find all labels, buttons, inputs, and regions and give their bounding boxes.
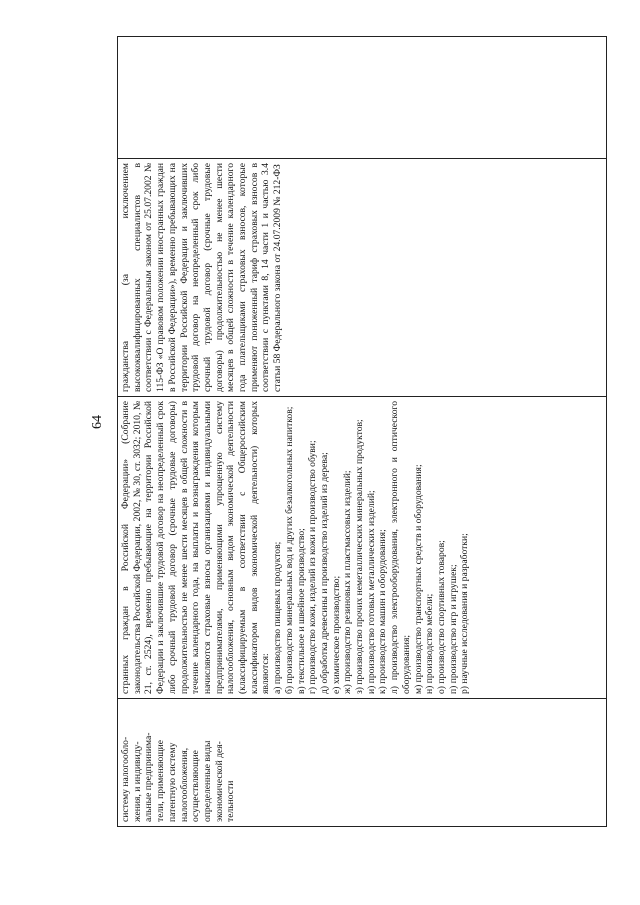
contribution-payers-text: гражданства (за исключением высококвалифицированных специалистов в соответствии с Федеральным законом от 25.07.2002 № 115-ФЗ «О правовом положении иностранных граждан в Российской Федерации»), временно пребывающих на территории Российской Федерации и заключивших трудовой договор на неопределенный срок либо срочный трудовой договор (срочные трудовые договоры) продолжительностью не менее шести месяцев в общей сложности в течение календарного года плательщиками страховых взносов, которые применяют пониженный тариф страховых взносов в соответствии с пунктами 8, 14 части 1 и частью 3.4 статьи 58 Федерального закона от 24.07.2009 № 212-ФЗ — [120, 163, 284, 392]
activity-list-item: к) производство машин и оборудования; — [377, 529, 389, 694]
payer-category-line: тели, применяющие — [155, 739, 167, 822]
payer-category-line: определенные виды — [201, 740, 213, 822]
activity-list-item: о) производство спортивных товаров; — [435, 540, 447, 694]
payer-category-line: налогообложения, — [178, 747, 190, 822]
activity-list-item: а) производство пищевых продуктов; — [272, 541, 284, 694]
payer-category-line: тельности — [225, 780, 237, 822]
activity-list-item: ж) производство резиновых и пластмассовых изделий; — [342, 470, 354, 694]
activity-list-item: г) производство кожи, изделий из кожи и производство обуви; — [307, 440, 319, 694]
cell-empty — [118, 37, 607, 159]
activity-list-item: б) производство минеральных вод и других безалкогольных напитков; — [283, 406, 295, 694]
activity-list-item: н) производство мебели; — [424, 593, 436, 694]
activity-list-item: з) производство прочих неметаллических минеральных продуктов; — [354, 419, 366, 694]
payer-category-line: систему налогообло- — [120, 736, 131, 822]
cell-activity-conditions — [118, 397, 607, 699]
document-table — [117, 36, 607, 827]
payer-category-line: жения, и индивиду- — [131, 741, 143, 822]
activity-list-item: д) обработка древесины и производство изделий из дерева; — [318, 452, 330, 694]
activity-list-item: р) научные исследования и разработки; — [459, 533, 471, 694]
activity-list-item: е) химическое производство; — [330, 575, 342, 694]
payer-category-line: осуществляющие — [190, 750, 202, 822]
activity-list-item: м) производство транспортных средств и оборудования; — [412, 464, 424, 694]
rotated-table-block — [82, 37, 607, 827]
activity-list-item: в) текстильное и швейное производство; — [295, 528, 307, 694]
table-row — [118, 37, 607, 827]
activity-list-item: и) производство готовых металлических изделий; — [365, 490, 377, 694]
cell-contribution-payers — [118, 159, 607, 397]
activity-list-item: л) производство электрооборудования, электронного и оптического оборудования; — [389, 401, 412, 694]
page-number: 64 — [90, 415, 105, 429]
activity-list-item: п) производство игр и игрушек; — [447, 564, 459, 694]
payer-category-line: альные предпринима- — [143, 732, 155, 822]
payer-category-line: экономической дея- — [213, 741, 225, 822]
payer-category-line: патентную систему — [166, 742, 178, 822]
cell-payer-category — [118, 699, 607, 827]
activity-intro-text: странных граждан в Российской Федерации» (Собрание законодательства Российской Федерации, 2002, № 30, ст. 3032; 2010, № 21, ст. 2524), временно пребывающие на территории Российской Федерации и заключившие трудовой договор на неопределенный срок либо срочный трудовой договор (срочные трудовые договоры) продолжительностью не менее шести месяцев в общей сложности в течение календарного года, на выплаты и вознаграждения которым начисляются страховые взносы организациями и индивидуальными предпринимателями, применяющими упрощенную систему налогообложения, основным видом экономической деятельности (классифицируемым в соответствии с Общероссийским классификатором видов экономической деятельности) которых являются: — [120, 401, 272, 694]
